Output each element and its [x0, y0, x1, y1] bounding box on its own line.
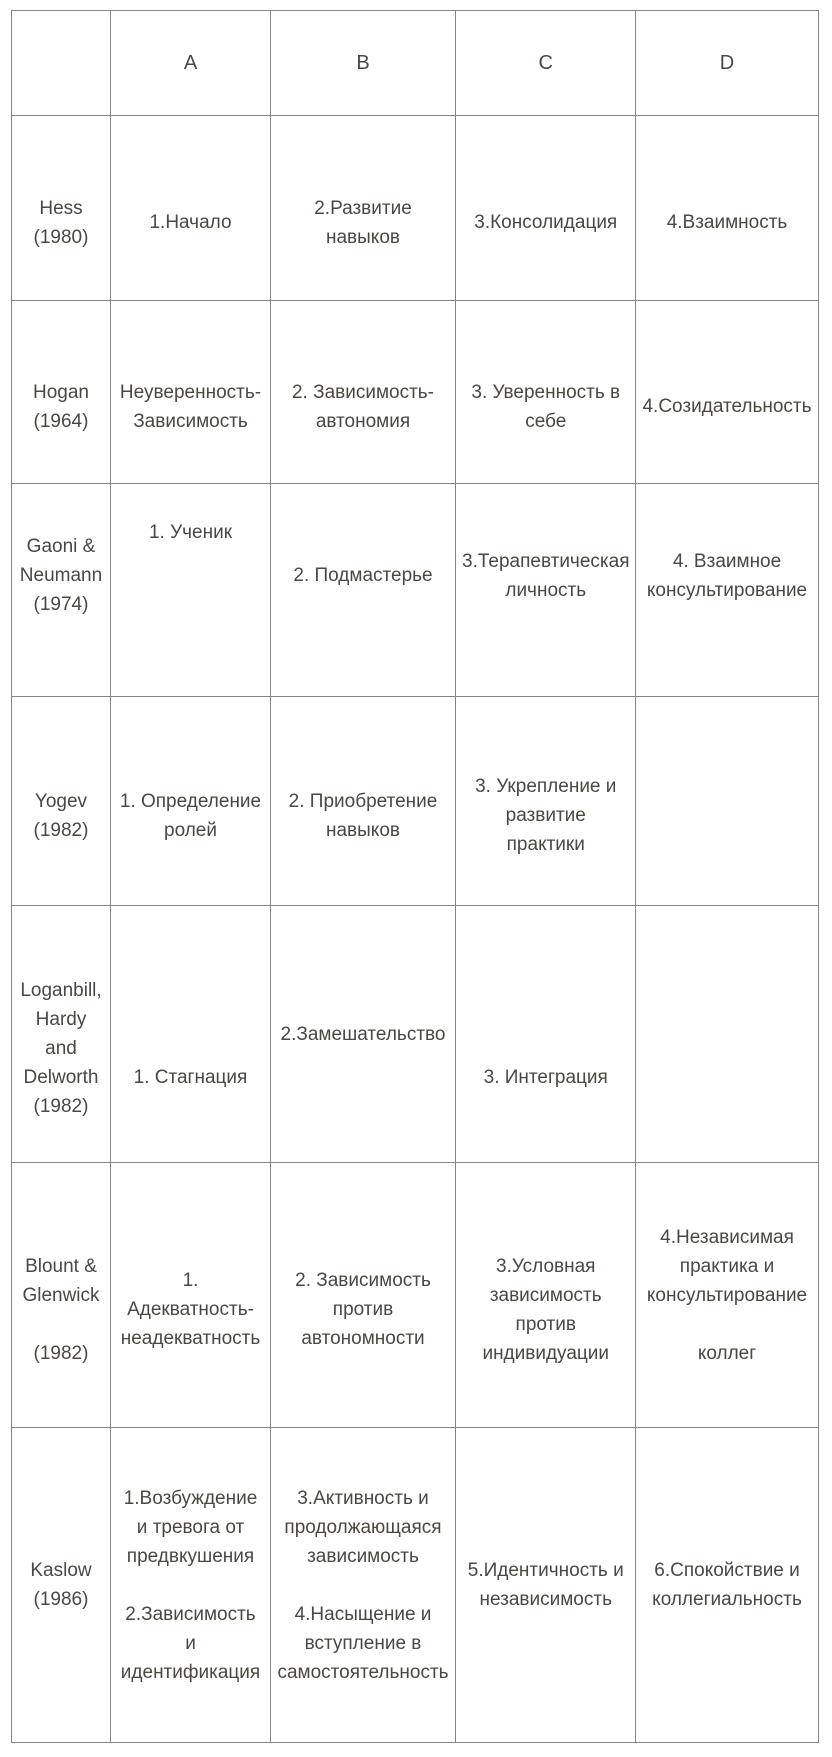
stage-cell-d [636, 906, 818, 1163]
table-row-hess [12, 116, 819, 301]
stage-cell-a: Неуверенность- Зависимость [111, 301, 271, 484]
stage-cell-d: 4. Взаимное консультирование [636, 484, 818, 697]
table-row-blount-glenwick [12, 1163, 819, 1428]
table-row-yogev [12, 697, 819, 906]
stage-cell-d: 4.Созидательность [636, 301, 818, 484]
author-cell: Hess (1980) [12, 116, 111, 301]
stage-cell-c: 3.Терапевтическая личность [456, 484, 636, 697]
table-row-hogan [12, 301, 819, 484]
stage-cell-a: 1. Стагнация [111, 906, 271, 1163]
stage-cell-a: 1.Начало [111, 116, 271, 301]
stage-cell-b: 3.Активность и продолжающаяся зависимость 4.Насыщение и вступление в самостоятельность [271, 1428, 456, 1743]
corner-cell [12, 11, 111, 116]
stage-cell-c: 3. Интеграция [456, 906, 636, 1163]
stage-cell-c: 3.Условная зависимость против индивидуации [456, 1163, 636, 1428]
column-header-d: D [636, 11, 818, 116]
stage-cell-c: 3. Укрепление и развитие практики [456, 697, 636, 906]
stage-cell-a: 1.Возбуждение и тревога от предвкушения 2.Зависимость и идентификация [111, 1428, 271, 1743]
stage-cell-d: 6.Спокойствие и коллегиальность [636, 1428, 818, 1743]
stage-cell-c: 3. Уверенность в себе [456, 301, 636, 484]
author-cell: Gaoni & Neumann (1974) [12, 484, 111, 697]
stage-cell-d: 4.Независимая практика и консультирование коллег [636, 1163, 818, 1428]
stage-cell-b: 2. Зависимость против автономности [271, 1163, 456, 1428]
author-cell: Kaslow (1986) [12, 1428, 111, 1743]
stage-cell-b: 2. Подмастерье [271, 484, 456, 697]
stage-cell-d [636, 697, 818, 906]
stage-cell-b: 2. Зависимость- автономия [271, 301, 456, 484]
author-cell: Yogev (1982) [12, 697, 111, 906]
column-header-b: B [271, 11, 456, 116]
stage-cell-d: 4.Взаимность [636, 116, 818, 301]
column-header-a: A [111, 11, 271, 116]
stage-cell-c: 5.Идентичность и независимость [456, 1428, 636, 1743]
stage-cell-b: 2. Приобретение навыков [271, 697, 456, 906]
author-cell: Blount & Glenwick (1982) [12, 1163, 111, 1428]
column-header-c: C [456, 11, 636, 116]
stage-cell-a: 1. Адекватность- неадекватность [111, 1163, 271, 1428]
header-row [12, 11, 819, 116]
table-row-kaslow [12, 1428, 819, 1743]
supervision-stages-table [11, 10, 819, 1743]
stage-cell-b: 2.Замешательство [271, 906, 456, 1163]
stage-cell-c: 3.Консолидация [456, 116, 636, 301]
author-cell: Loganbill, Hardy and Delworth (1982) [12, 906, 111, 1163]
author-cell: Hogan (1964) [12, 301, 111, 484]
table-row-gaoni-neumann [12, 484, 819, 697]
stage-cell-a: 1. Ученик [111, 484, 271, 697]
stage-cell-b: 2.Развитие навыков [271, 116, 456, 301]
stage-cell-a: 1. Определение ролей [111, 697, 271, 906]
table-row-loganbill-hardy-delworth [12, 906, 819, 1163]
